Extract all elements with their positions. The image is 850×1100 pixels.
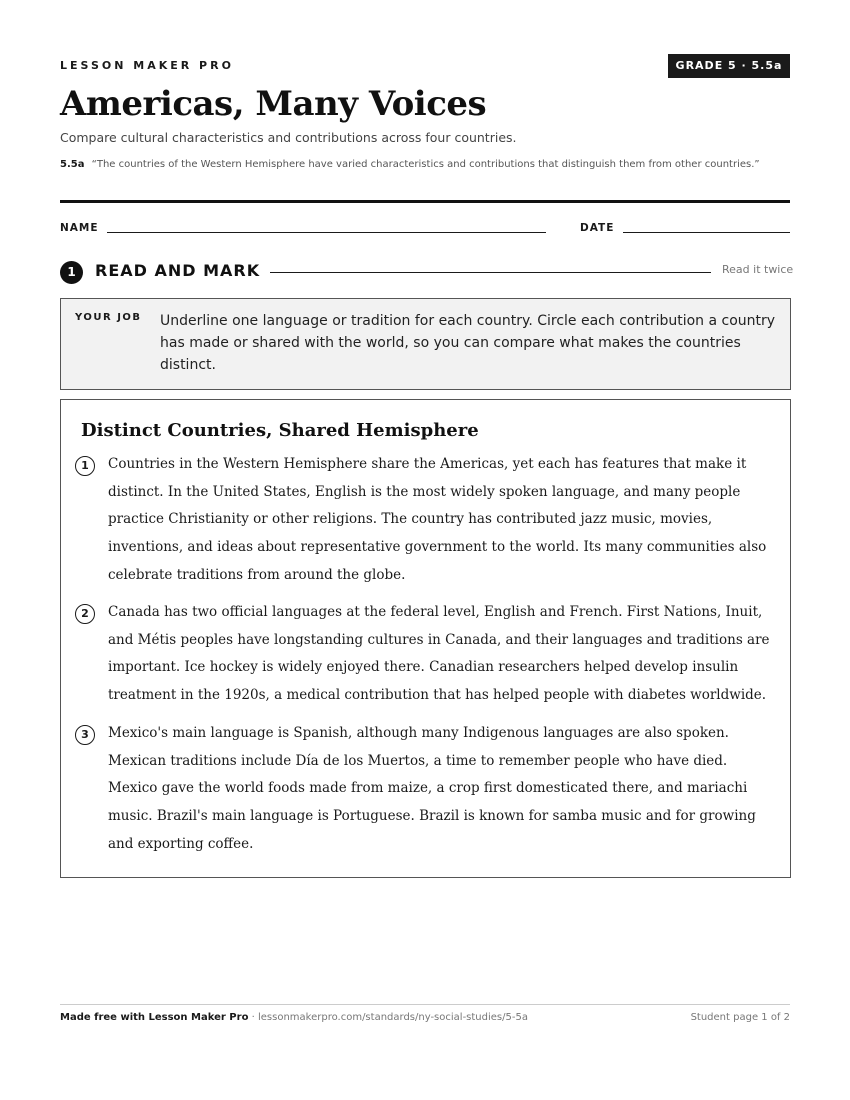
date-line[interactable] — [623, 232, 790, 233]
your-job-box — [60, 298, 791, 390]
footer-credit — [60, 1012, 528, 1023]
header-divider — [60, 200, 790, 203]
section-divider — [270, 272, 711, 273]
footer-divider — [60, 1004, 790, 1005]
standard-text: “The countries of the Western Hemisphere have varied characteristics and contributions that distinguish them from other countries.” — [91, 159, 760, 170]
passage-title: Distinct Countries, Shared Hemisphere — [81, 420, 479, 441]
paragraph-text[interactable]: Canada has two official languages at the federal level, English and French. First Nations, Inuit, and Métis peoples have longstanding cultures in Canada, and their languages and traditions are important. Ice hockey is widely enjoyed there. Canadian researchers helped develop insulin treatment in the 1920s, a medical contribution that has helped people with diabetes worldwide. — [108, 604, 770, 704]
section-hint: Read it twice — [722, 263, 794, 276]
reading-passage — [60, 399, 791, 878]
page-title: Americas, Many Voices — [60, 84, 487, 124]
paragraph-number: 1 — [75, 456, 95, 476]
footer-page-number: Student page 1 of 2 — [690, 1012, 790, 1023]
name-line[interactable] — [107, 232, 546, 233]
page-subtitle: Compare cultural characteristics and contributions across four countries. — [60, 130, 517, 145]
your-job-text: Underline one language or tradition for each country. Circle each contribution a country has made or shared with the world, so you can compare what makes the countries distinct. — [160, 313, 776, 373]
paragraph-text[interactable]: Countries in the Western Hemisphere share the Americas, yet each has features that make it distinct. In the United States, English is the most widely spoken language, and many people practice Christianity or other religions. The country has contributed jazz music, movies, inventions, and ideas about representative government to the world. Its many communities also celebrate traditions from around the globe. — [108, 456, 767, 583]
paragraph-text[interactable]: Mexico's main language is Spanish, although many Indigenous languages are also spoken. Mexican traditions include Día de los Muertos, a time to remember people who have died. Mexico gave the world foods made from maize, a crop first domesticated there, and mariachi music. Brazil's main language is Portuguese. Brazil is known for samba music and for growing and exporting coffee. — [108, 725, 756, 852]
your-job-label: YOUR JOB — [75, 312, 142, 323]
section-title: READ AND MARK — [95, 261, 261, 280]
footer-url[interactable]: · lessonmakerpro.com/standards/ny-social-studies/5-5a — [248, 1012, 528, 1023]
paragraph-number: 2 — [75, 604, 95, 624]
name-label: NAME — [60, 222, 99, 234]
brand-label: LESSON MAKER PRO — [60, 59, 234, 72]
footer-made-with: Made free with Lesson Maker Pro — [60, 1012, 249, 1023]
date-label: DATE — [580, 222, 615, 234]
paragraph-number: 3 — [75, 725, 95, 745]
standard-statement — [60, 156, 780, 173]
section-number-badge: 1 — [60, 261, 83, 284]
standard-code: 5.5a — [60, 159, 85, 170]
grade-badge: GRADE 5 · 5.5a — [668, 54, 790, 78]
